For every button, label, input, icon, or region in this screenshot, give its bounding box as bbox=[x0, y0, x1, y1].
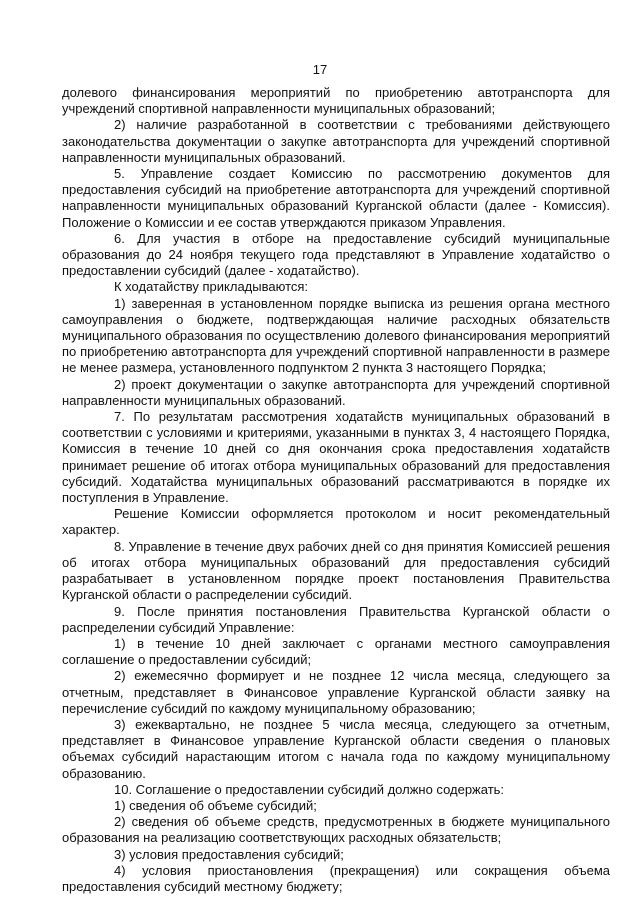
paragraph: Решение Комиссии оформляется протоколом и носит рекомендательный характер. bbox=[62, 506, 610, 538]
paragraph: 10. Соглашение о предоставлении субсидий должно содержать: bbox=[114, 781, 505, 797]
paragraph: 2) наличие разработанной в соответствии с требованиями действующего законодательства документации о закупке автотранспорта для учреждений спортивной направленности муниципальных образований. bbox=[62, 117, 610, 165]
paragraph: К ходатайству прикладываются: bbox=[114, 279, 309, 295]
paragraph: 4) условия приостановления (прекращения) или сокращения объема предоставления субсидий местному бюджету; bbox=[62, 862, 610, 894]
paragraph: 3) условия предоставления субсидий; bbox=[114, 846, 344, 862]
document-body bbox=[62, 85, 610, 895]
paragraph: 1) сведения об объеме субсидий; bbox=[114, 797, 317, 813]
paragraph: 9. После принятия постановления Правительства Курганской области о распределении субсидий Управление: bbox=[62, 603, 610, 635]
paragraph: 2) проект документации о закупке автотранспорта для учреждений спортивной направленности муниципальных образований. bbox=[62, 376, 610, 408]
paragraph: долевого финансирования мероприятий по приобретению автотранспорта для учреждений спортивной направленности муниципальных образований; bbox=[62, 85, 610, 117]
paragraph: 1) в течение 10 дней заключает с органами местного самоуправления соглашение о предоставлении субсидий; bbox=[62, 635, 610, 668]
paragraph: 2) сведения об объеме средств, предусмотренных в бюджете муниципального образования на реализацию соответствующих расходных обязательств; bbox=[62, 814, 610, 846]
page-number: 17 bbox=[312, 62, 328, 77]
paragraph: 1) заверенная в установленном порядке выписка из решения органа местного самоуправления о бюджете, подтверждающая наличие расходных обязательств муниципального образования по осуществлению долевого финансирования мероприятий по приобретению автотранспорта для учреждений спортивной направленности в размере не менее размера, установленного подпунктом 2 пункта 3 настоящего Порядка; bbox=[62, 295, 610, 376]
paragraph: 7. По результатам рассмотрения ходатайств муниципальных образований в соответствии с условиями и критериями, указанными в пунктах 3, 4 настоящего Порядка, Комиссия в течение 10 дней со дня окончания срока предоставления ходатайств принимает решение об итогах отбора муниципальных образований для предоставления субсидий. Ходатайства муниципальных образований рассматриваются в порядке их поступления в Управление. bbox=[62, 409, 610, 506]
paragraph: 8. Управление в течение двух рабочих дней со дня принятия Комиссией решения об итогах отбора муниципальных образований для предоставления субсидий разрабатывает в установленном порядке проект постановления Правительства Курганской области о распределении субсидий. bbox=[62, 538, 610, 603]
paragraph: 6. Для участия в отборе на предоставление субсидий муниципальные образования до 24 ноября текущего года представляют в Управление ходатайство о предоставлении субсидий (далее - ходатайство). bbox=[62, 230, 610, 279]
paragraph: 3) ежеквартально, не позднее 5 числа месяца, следующего за отчетным, представляет в Финансовое управление Курганской области сведения о плановых объемах субсидий нарастающим итогом с начала года по каждому муниципальному образованию. bbox=[62, 716, 610, 781]
paragraph: 5. Управление создает Комиссию по рассмотрению документов для предоставления субсидий на приобретение автотранспорта для учреждений спортивной направленности муниципальных образований Курганской области (далее - Комиссия). Положение о Комиссии и ее состав утверждаются приказом Управления. bbox=[62, 166, 610, 230]
paragraph: 2) ежемесячно формирует и не позднее 12 числа месяца, следующего за отчетным, представляет в Финансовое управление Курганской области заявку на перечисление субсидий по каждому муниципальному образованию; bbox=[62, 668, 610, 716]
